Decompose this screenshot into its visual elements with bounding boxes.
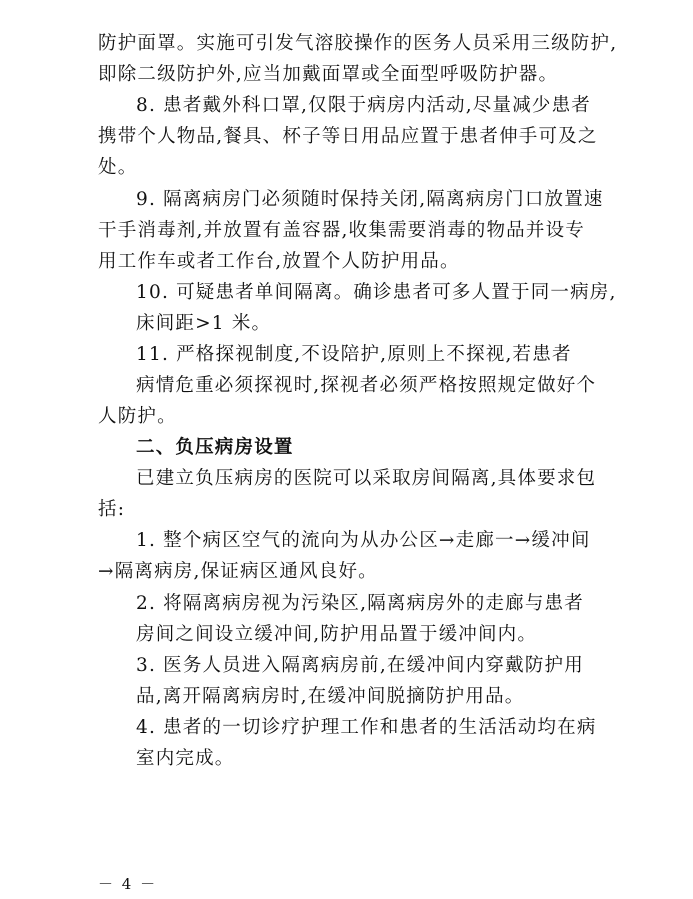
page-number: － 4 － bbox=[98, 875, 158, 893]
text-line: 1. 整个病区空气的流向为从办公区→走廊一→缓冲间 bbox=[136, 530, 591, 551]
text-line: 9. 隔离病房门必须随时保持关闭,隔离病房门口放置速 bbox=[136, 189, 604, 210]
text-line: 防护面罩。实施可引发气溶胶操作的医务人员采用三级防护, bbox=[98, 33, 618, 54]
text-line: 人防护。 bbox=[98, 406, 177, 427]
text-line: 房间之间设立缓冲间,防护用品置于缓冲间内。 bbox=[136, 624, 538, 645]
text-line: 品,离开隔离病房时,在缓冲间脱摘防护用品。 bbox=[136, 686, 525, 707]
section-heading: 二、负压病房设置 bbox=[136, 437, 294, 458]
text-line: 4. 患者的一切诊疗护理工作和患者的生活活动均在病 bbox=[136, 717, 597, 738]
text-line: 3. 医务人员进入隔离病房前,在缓冲间内穿戴防护用 bbox=[136, 655, 584, 676]
text-line: 处。 bbox=[98, 157, 138, 178]
text-line: 8. 患者戴外科口罩,仅限于病房内活动,尽量减少患者 bbox=[136, 95, 591, 116]
text-line: →隔离病房,保证病区通风良好。 bbox=[98, 561, 378, 582]
text-line: 病情危重必须探视时,探视者必须严格按照规定做好个 bbox=[136, 375, 597, 396]
text-line: 10. 可疑患者单间隔离。确诊患者可多人置于同一病房, bbox=[136, 282, 617, 303]
text-line: 床间距>1 米。 bbox=[136, 313, 272, 334]
text-line: 携带个人物品,餐具、杯子等日用品应置于患者伸手可及之 bbox=[98, 126, 598, 147]
text-line: 干手消毒剂,并放置有盖容器,收集需要消毒的物品并设专 bbox=[98, 220, 585, 241]
text-line: 已建立负压病房的医院可以采取房间隔离,具体要求包 bbox=[136, 468, 597, 489]
text-line: 11. 严格探视制度,不设陪护,原则上不探视,若患者 bbox=[136, 344, 572, 365]
text-line: 室内完成。 bbox=[136, 748, 235, 769]
text-line: 括: bbox=[98, 499, 126, 520]
text-line: 2. 将隔离病房视为污染区,隔离病房外的走廊与患者 bbox=[136, 593, 584, 614]
text-line: 即除二级防护外,应当加戴面罩或全面型呼吸防护器。 bbox=[98, 64, 559, 85]
text-line: 用工作车或者工作台,放置个人防护用品。 bbox=[98, 251, 460, 272]
